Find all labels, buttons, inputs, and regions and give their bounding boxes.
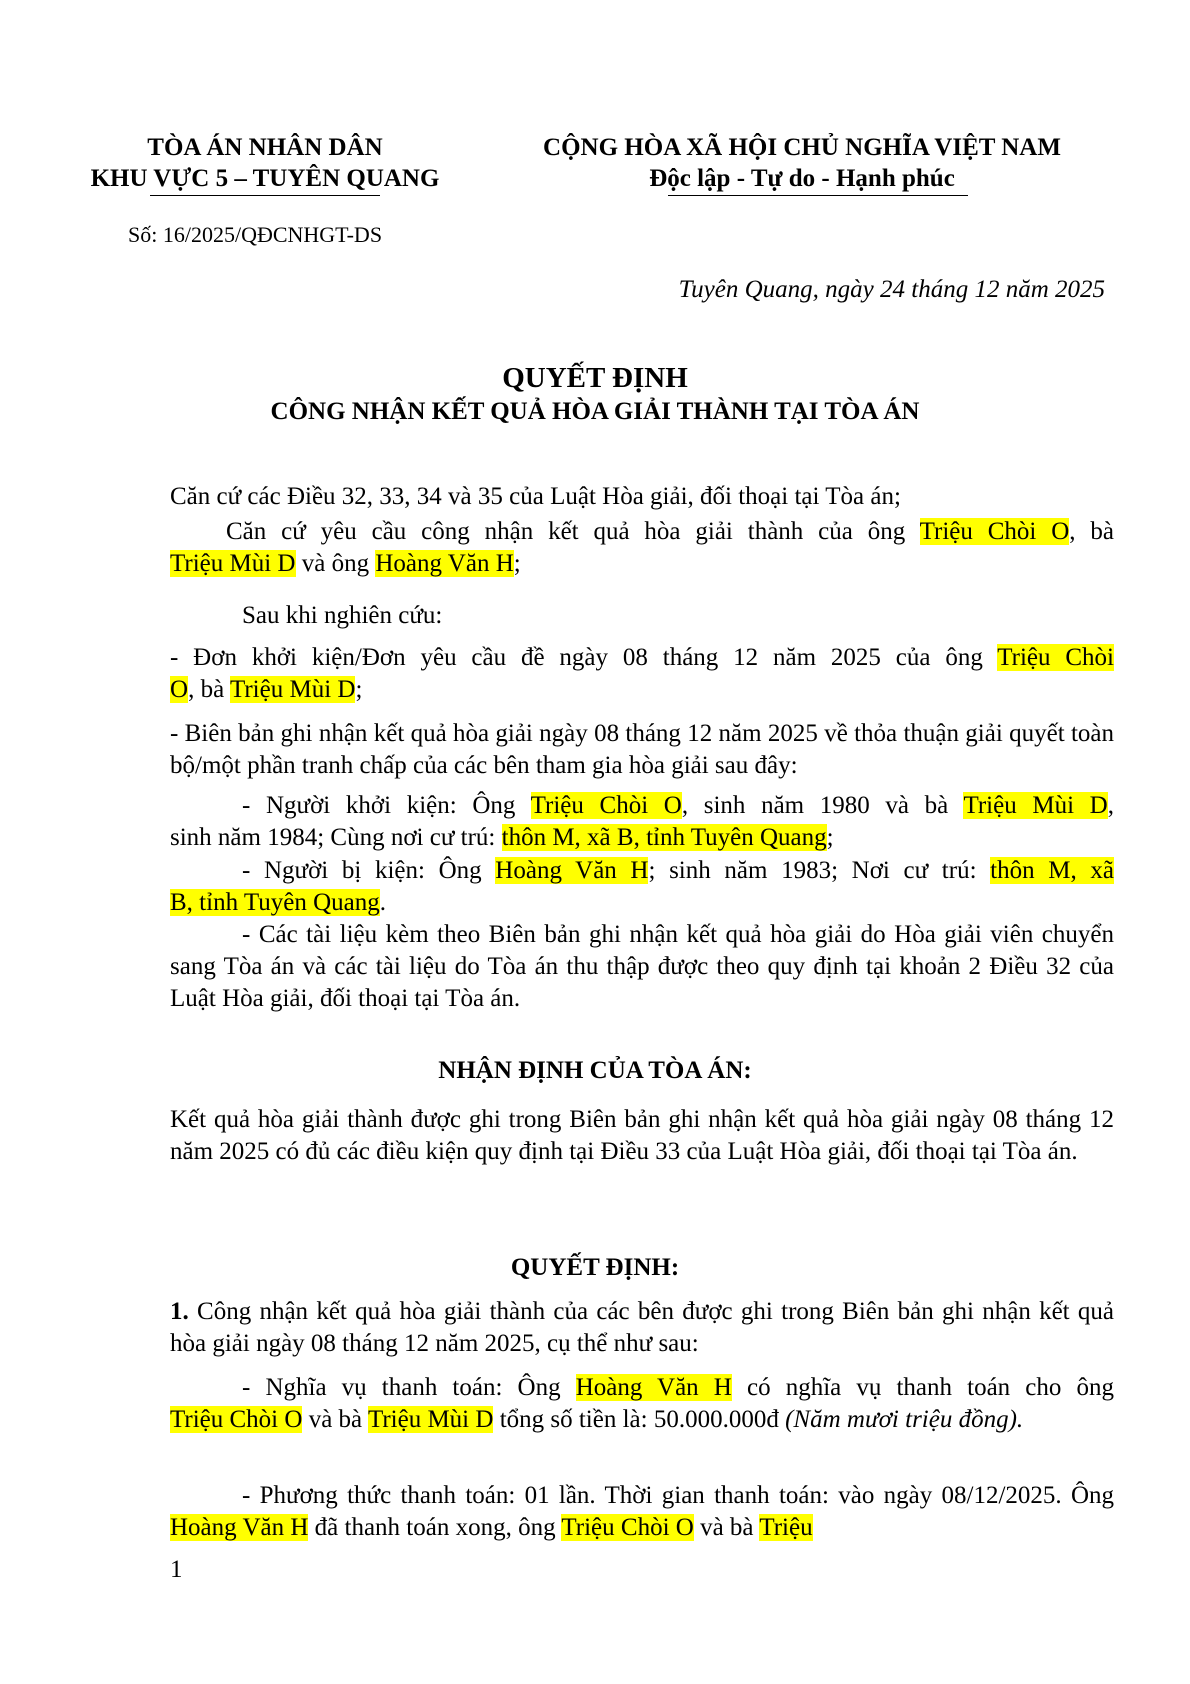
- highlight-name-o: Triệu Chòi O: [170, 1406, 303, 1433]
- highlight-name-d: Triệu Mùi D: [963, 792, 1108, 819]
- amount-in-words: (Năm mươi triệu đồng).: [785, 1406, 1024, 1433]
- highlight-name-h: Hoàng Văn H: [575, 1374, 732, 1401]
- plaintiff-line: - Người khởi kiện: Ông Triệu Chòi O, sinh năm 1980 và bà Triệu Mùi D,: [242, 792, 1114, 819]
- basis-paragraph-2: Căn cứ yêu cầu công nhận kết quả hòa giải thành của ông Triệu Chòi O, bà: [226, 518, 1115, 545]
- highlight-name-o: O: [170, 676, 189, 703]
- highlight-name-o: Triệu Chòi O: [530, 792, 682, 819]
- document-subtitle: CÔNG NHẬN KẾT QUẢ HÒA GIẢI THÀNH TẠI TÒA ÁN: [270, 398, 920, 425]
- document-number: Số: 16/2025/QĐCNHGT-DS: [128, 222, 383, 247]
- payment-obligation-cont: Triệu Chòi O và bà Triệu Mùi D tổng số tiền là: 50.000.000đ (Năm mươi triệu đồng).: [170, 1406, 1024, 1433]
- highlight-address: thôn M, xã B, tỉnh Tuyên Quang: [501, 824, 827, 851]
- highlight-name-h: Hoàng Văn H: [170, 1514, 309, 1541]
- place-date: Tuyên Quang, ngày 24 tháng 12 năm 2025: [678, 276, 1105, 303]
- assessment-heading: NHẬN ĐỊNH CỦA TÒA ÁN:: [438, 1057, 752, 1084]
- highlight-name-o: Triệu Chòi: [997, 644, 1114, 671]
- highlight-name-o: Triệu Chòi O: [919, 518, 1070, 545]
- highlight-address: B, tỉnh Tuyên Quang: [170, 889, 380, 916]
- decision-item-1: 1. Công nhận kết quả hòa giải thành của các bên được ghi trong Biên bản ghi nhận kết quả hòa giải ngày 08 tháng 12 năm 2025, cụ thể như sau:: [170, 1298, 1114, 1357]
- national-motto-underline: [668, 195, 968, 196]
- basis-paragraph-5: - Biên bản ghi nhận kết quả hòa giải ngày 08 tháng 12 năm 2025 về thỏa thuận giải quyết toàn bộ/một phần tranh chấp của các bên tham gia hòa giải sau đây:: [170, 720, 1114, 779]
- defendant-line: - Người bị kiện: Ông Hoàng Văn H; sinh năm 1983; Nơi cư trú: thôn M, xã: [242, 857, 1114, 884]
- basis-paragraph-4-cont: O, bà Triệu Mùi D;: [170, 676, 363, 703]
- highlight-name-d: Triệu Mùi D: [229, 676, 356, 703]
- highlight-name-d: Triệu Mùi D: [170, 550, 296, 577]
- decision-heading: QUYẾT ĐỊNH:: [510, 1254, 680, 1281]
- highlight-name-d-partial: Triệu: [759, 1514, 813, 1541]
- basis-paragraph-3: Sau khi nghiên cứu:: [242, 602, 443, 629]
- national-title: CỘNG HÒA XÃ HỘI CHỦ NGHĨA VIỆT NAM: [543, 134, 1061, 161]
- payment-obligation: - Nghĩa vụ thanh toán: Ông Hoàng Văn H có nghĩa vụ thanh toán cho ông: [242, 1374, 1114, 1401]
- court-name-line2: KHU VỰC 5 – TUYÊN QUANG: [90, 165, 440, 192]
- national-motto: Độc lập - Tự do - Hạnh phúc: [649, 165, 955, 192]
- basis-paragraph-4: - Đơn khởi kiện/Đơn yêu cầu đề ngày 08 tháng 12 năm 2025 của ông Triệu Chòi: [170, 644, 1114, 671]
- highlight-name-o: Triệu Chòi O: [561, 1514, 694, 1541]
- assessment-text: Kết quả hòa giải thành được ghi trong Biên bản ghi nhận kết quả hòa giải ngày 08 tháng 12 năm 2025 có đủ các điều kiện quy định tại Điều 33 của Luật Hòa giải, đối thoại tại Tòa án.: [170, 1106, 1114, 1165]
- defendant-line-cont: B, tỉnh Tuyên Quang.: [170, 889, 387, 916]
- highlight-name-d: Triệu Mùi D: [367, 1406, 494, 1433]
- payment-method: - Phương thức thanh toán: 01 lần. Thời gian thanh toán: vào ngày 08/12/2025. Ông Hoàng Văn H đã thanh toán xong, ông Triệu Chòi O và bà Triệu: [170, 1482, 1114, 1541]
- highlight-name-h: Hoàng Văn H: [375, 550, 514, 577]
- attached-documents: - Các tài liệu kèm theo Biên bản ghi nhận kết quả hòa giải do Hòa giải viên chuyển sang Tòa án và các tài liệu do Tòa án thu thập được theo quy định tại khoản 2 Điều 32 của Luật Hòa giải, đối thoại tại Tòa án.: [170, 921, 1114, 1012]
- highlight-name-h: Hoàng Văn H: [495, 857, 649, 884]
- highlight-address: thôn M, xã: [990, 857, 1114, 884]
- document-title: QUYẾT ĐỊNH: [502, 362, 688, 394]
- plaintiff-line-cont: sinh năm 1984; Cùng nơi cư trú: thôn M, xã B, tỉnh Tuyên Quang;: [170, 824, 834, 851]
- page-number: 1: [170, 1556, 183, 1583]
- court-name-underline: [150, 195, 380, 196]
- basis-paragraph-2-cont: Triệu Mùi D và ông Hoàng Văn H;: [170, 550, 521, 577]
- basis-paragraph-1: Căn cứ các Điều 32, 33, 34 và 35 của Luật Hòa giải, đối thoại tại Tòa án;: [170, 483, 901, 510]
- court-name-line1: TÒA ÁN NHÂN DÂN: [147, 134, 383, 161]
